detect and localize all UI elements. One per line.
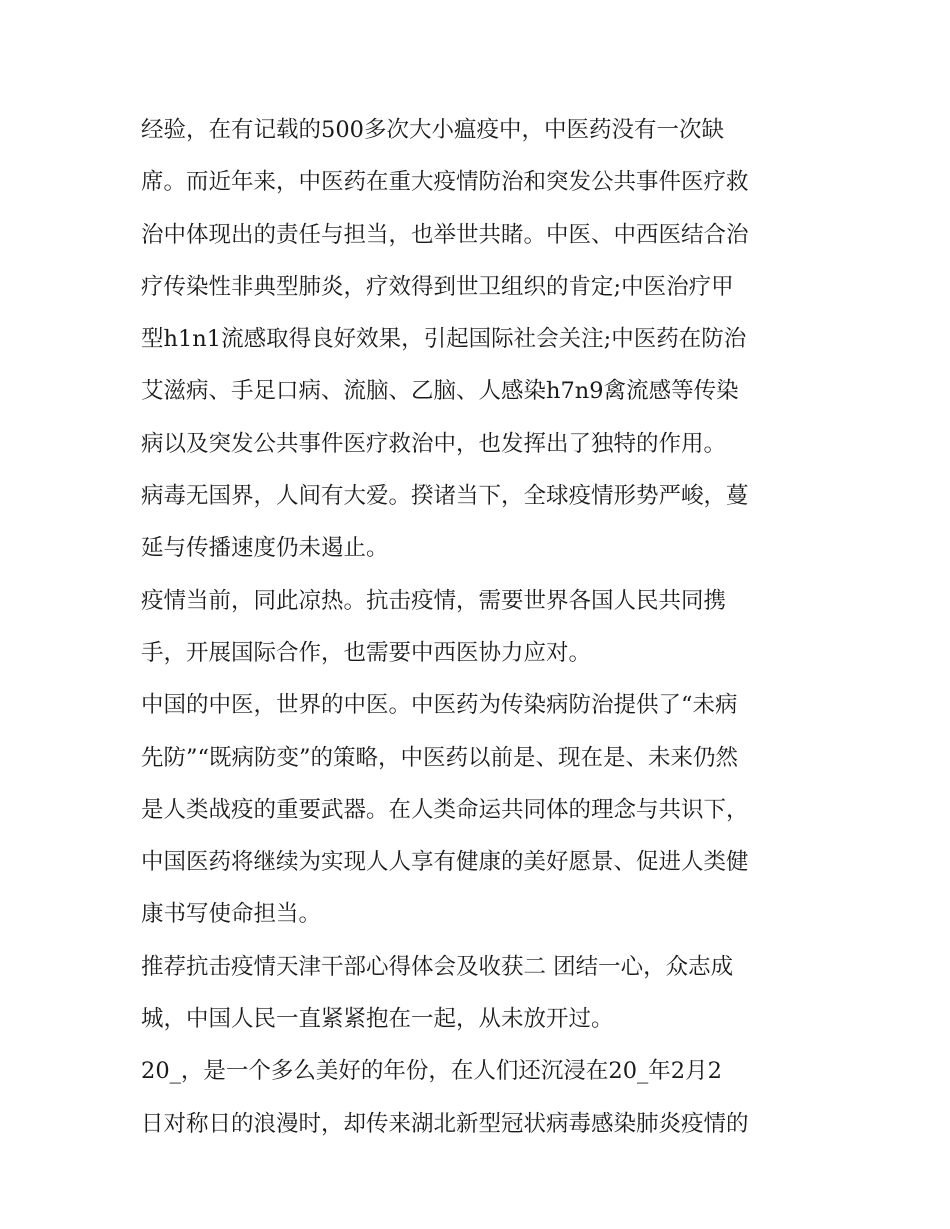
text-line: 治中体现出的责任与担当，也举世共睹。中医、中西医结合治 xyxy=(141,221,749,248)
text-line: 推荐抗击疫情天津干部心得体会及收获二 团结一心，众志成 xyxy=(141,953,734,980)
text-line: 延与传播速度仍未遏止。 xyxy=(141,535,389,562)
text-line: 疫情当前，同此凉热。抗击疫情，需要世界各国人民共同携 xyxy=(141,587,727,614)
document-body xyxy=(141,104,821,1150)
text-line: 疗传染性非典型肺炎，疗效得到世卫组织的肯定;中医治疗甲 xyxy=(141,273,734,300)
text-line: 艾滋病、手足口病、流脑、乙脑、人感染h7n9禽流感等传染 xyxy=(141,378,739,405)
text-line: 型h1n1流感取得良好效果，引起国际社会关注;中医药在防治 xyxy=(141,326,747,353)
text-line: 手，开展国际合作，也需要中西医协力应对。 xyxy=(141,639,592,666)
text-line: 康书写使命担当。 xyxy=(141,901,322,928)
text-line: 城，中国人民一直紧紧抱在一起，从未放开过。 xyxy=(141,1006,614,1033)
text-line: 先防”“既病防变”的策略，中医药以前是、现在是、未来仍然 xyxy=(141,744,739,771)
text-line: 20_，是一个多么美好的年份，在人们还沉浸在20_年2月2 xyxy=(141,1058,722,1085)
text-line: 中国医药将继续为实现人人享有健康的美好愿景、促进人类健 xyxy=(141,849,749,876)
text-line: 席。而近年来，中医药在重大疫情防治和突发公共事件医疗救 xyxy=(141,169,749,196)
text-line: 经验，在有记载的500多次大小瘟疫中，中医药没有一次缺 xyxy=(141,117,724,143)
text-line: 中国的中医，世界的中医。中医药为传染病防治提供了“未病 xyxy=(141,692,738,719)
text-line: 病毒无国界，人间有大爱。揆诸当下，全球疫情形势严峻，蔓 xyxy=(141,483,749,510)
text-line: 病以及突发公共事件医疗救治中，也发挥出了独特的作用。 xyxy=(141,430,727,457)
text-line: 是人类战疫的重要武器。在人类命运共同体的理念与共识下， xyxy=(141,796,749,823)
text-line: 日对称日的浪漫时，却传来湖北新型冠状病毒感染肺炎疫情的 xyxy=(141,1110,749,1137)
